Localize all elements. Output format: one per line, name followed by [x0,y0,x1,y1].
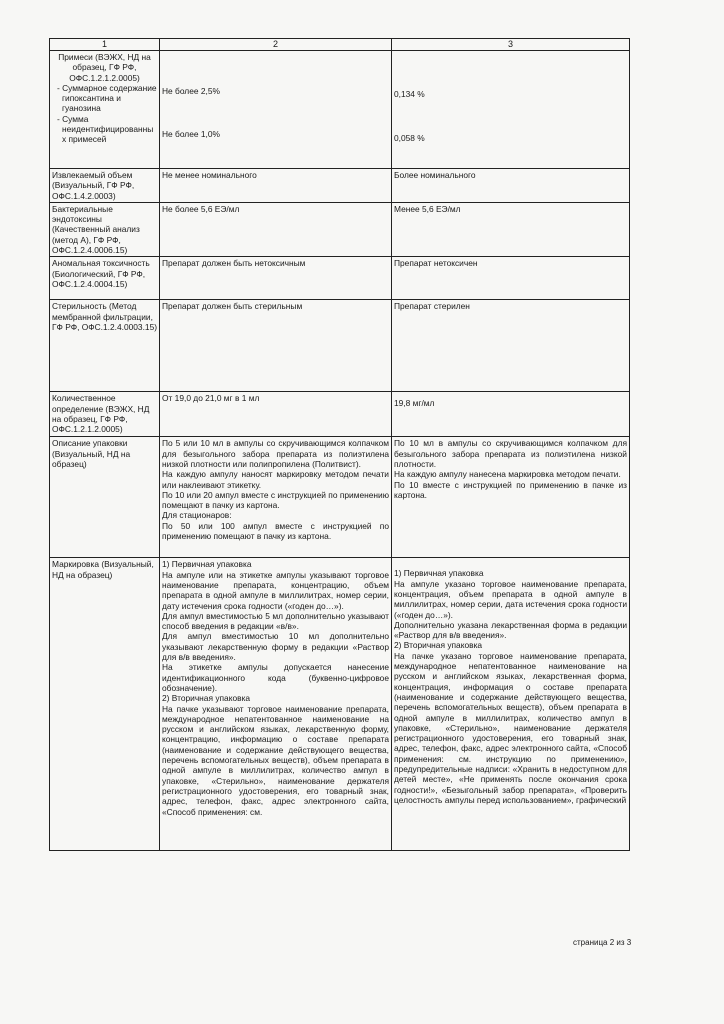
header-col-2: 2 [160,39,392,51]
table-row-endotoxins [50,202,630,256]
table-row-toxicity [50,257,630,300]
cell-result: Менее 5,6 ЕЭ/мл [392,202,630,256]
cell-result: Препарат нетоксичен [392,257,630,300]
header-col-3: 3 [392,39,630,51]
cell-result [392,437,630,558]
requirement-paragraph: По 5 или 10 мл в ампулы со скручивающимся колпачком для безыгольного забора препарата из полиэтилена низкой плотности или полипропилена (Политвист). [162,438,389,469]
cell-requirement: Препарат должен быть нетоксичным [160,257,392,300]
result-paragraph: На пачке указано торговое наименование препарата, международное непатентованное наименование на русском и английском языках, лекарственная форма, концентрация, информация о составе препарата (наименование и содержание действующего вещества, перечень вспомогательных веществ), объем препарата в одной ампуле в миллилитрах, количество ампул в упаковке, «Стерильно», наименование держателя регистрационного удостоверения, его товарный знак, адрес, телефон, факс, адрес электронного сайта, «Способ применения: см. инструкцию по применению», предупредительные надписи: «Хранить в недоступном для детей месте», «Не применять после окончания срока годности!», «Безыгольный забор препарата», «Проверить целостность ампулы перед использованием», графический [394,650,627,805]
requirement-paragraph: На ампуле или на этикетке ампулы указывают торговое наименование препарата, концентрацию, объем препарата в одной ампуле в миллилитрах, номер серии, дату истечения срока годности («годен до…»). [162,569,389,611]
result-paragraph: По 10 мл в ампулы со скручивающимся колпачком для безыгольного забора препарата из полиэтилена низкой плотности. [394,438,627,469]
cell-test-name: Стерильность (Метод мембранной фильтрации, ГФ РФ, ОФС.1.2.4.0003.15) [50,300,160,392]
result-paragraph: На ампуле указано торговое наименование препарата, концентрация, объем препарата в одной ампуле в миллилитрах, номер серии, дата истечения срока годности («годен до…»). [394,578,627,620]
requirement-paragraph: 2) Вторичная упаковка [162,693,251,704]
cell-test-name: Извлекаемый объем (Визуальный, ГФ РФ, ОФС.1.4.2.0003) [50,169,160,203]
cell-result [392,558,630,851]
page-number: страница 2 из 3 [573,938,632,947]
result-paragraph: 2) Вторичная упаковка [394,640,483,651]
test-subitem: - Сумма неидентифицированных примесей [57,113,154,145]
test-name: Примеси (ВЭЖХ, НД на образец, ГФ РФ, ОФС.1.2.1.2.0005) [58,52,151,83]
requirement-value: Не более 2,5% [162,86,220,96]
cell-requirement: Не менее номинального [160,169,392,203]
cell-requirement [160,392,392,437]
requirement-paragraph: По 50 или 100 ампул вместе с инструкцией по применению помещают в пачку из картона. [162,520,389,542]
cell-test-name: Бактериальные эндотоксины (Качественный анализ (метод А), ГФ РФ, ОФС.1.2.4.0006.15) [50,202,160,256]
cell-result: Препарат стерилен [392,300,630,392]
requirement-paragraph: На пачке указывают торговое наименование препарата, международное непатентованное наименование на русском и английском языках, лекарственную форму, концентрацию, информацию о составе препарата (наименование и содержание действующего вещества, перечень вспомогательных веществ), объем препарата в одной ампуле в миллилитрах, количество ампул в упаковке, «Стерильно», наименование держателя регистрационного удостоверения, его товарный знак, адрес, телефон, факс, адрес электронного сайта, «Способ применения: см. [162,703,389,817]
table-row-impurities [50,51,630,169]
cell-result [392,392,630,437]
requirement-paragraph: На этикетке ампулы допускается нанесение идентификационного кода (буквенно-цифровое обозначение). [162,662,389,693]
result-paragraph: 1) Первичная упаковка [394,568,484,579]
header-col-1: 1 [50,39,160,51]
cell-requirement [160,437,392,558]
requirement-paragraph: По 10 или 20 ампул вместе с инструкцией по применению помещают в пачку из картона. [162,489,389,511]
cell-test-name: Аномальная токсичность (Биологический, ГФ РФ, ОФС.1.2.4.0004.15) [50,257,160,300]
cell-requirement [160,558,392,851]
requirement-paragraph: На каждую ампулу наносят маркировку методом печати или наклеивают этикетку. [162,469,389,490]
result-value: 0,058 % [394,133,425,144]
requirement-value: От 19,0 до 21,0 мг в 1 мл [162,393,260,404]
table-row-extractable-volume [50,169,630,203]
table-header-row [50,39,630,51]
result-paragraph: По 10 вместе с инструкцией по применению в пачке из картона. [394,479,627,500]
table-row-assay [50,392,630,437]
cell-result [392,51,630,169]
requirement-paragraph: Для стационаров: [162,510,232,521]
specification-table [49,38,630,851]
cell-requirement: Препарат должен быть стерильным [160,300,392,392]
test-subitem: - Суммарное содержание гипоксантина и гуанозина [57,82,157,114]
result-paragraph: Дополнительно указана лекарственная форма в редакции «Раствор для в/в введения». [394,619,627,641]
cell-test-name: Количественное определение (ВЭЖХ, НД на образец, ГФ РФ, ОФС.1.2.1.2.0005) [50,392,160,437]
cell-test-name: Описание упаковки (Визуальный, НД на образец) [50,437,160,558]
table-row-sterility [50,300,630,392]
cell-requirement [160,51,392,169]
requirement-value: Не более 1,0% [162,129,220,140]
requirement-paragraph: Для ампул вместимостью 10 мл дополнительно указывают лекарственную форму в редакции «Раствор для в/в введения». [162,631,389,663]
result-value: 19,8 мг/мл [394,398,435,409]
result-paragraph: На каждую ампулу нанесена маркировка методом печати. [394,469,621,480]
cell-test-name [50,51,160,169]
requirement-paragraph: 1) Первичная упаковка [162,559,252,570]
cell-result: Более номинального [392,169,630,203]
table-row-labeling [50,558,630,851]
requirement-paragraph: Для ампул вместимостью 5 мл дополнительно указывают способ введения в редакции «в/в». [162,610,389,632]
cell-requirement: Не более 5,6 ЕЭ/мл [160,202,392,256]
table-row-packaging [50,437,630,558]
result-value: 0,134 % [394,89,425,99]
cell-test-name: Маркировка (Визуальный, НД на образец) [50,558,160,851]
